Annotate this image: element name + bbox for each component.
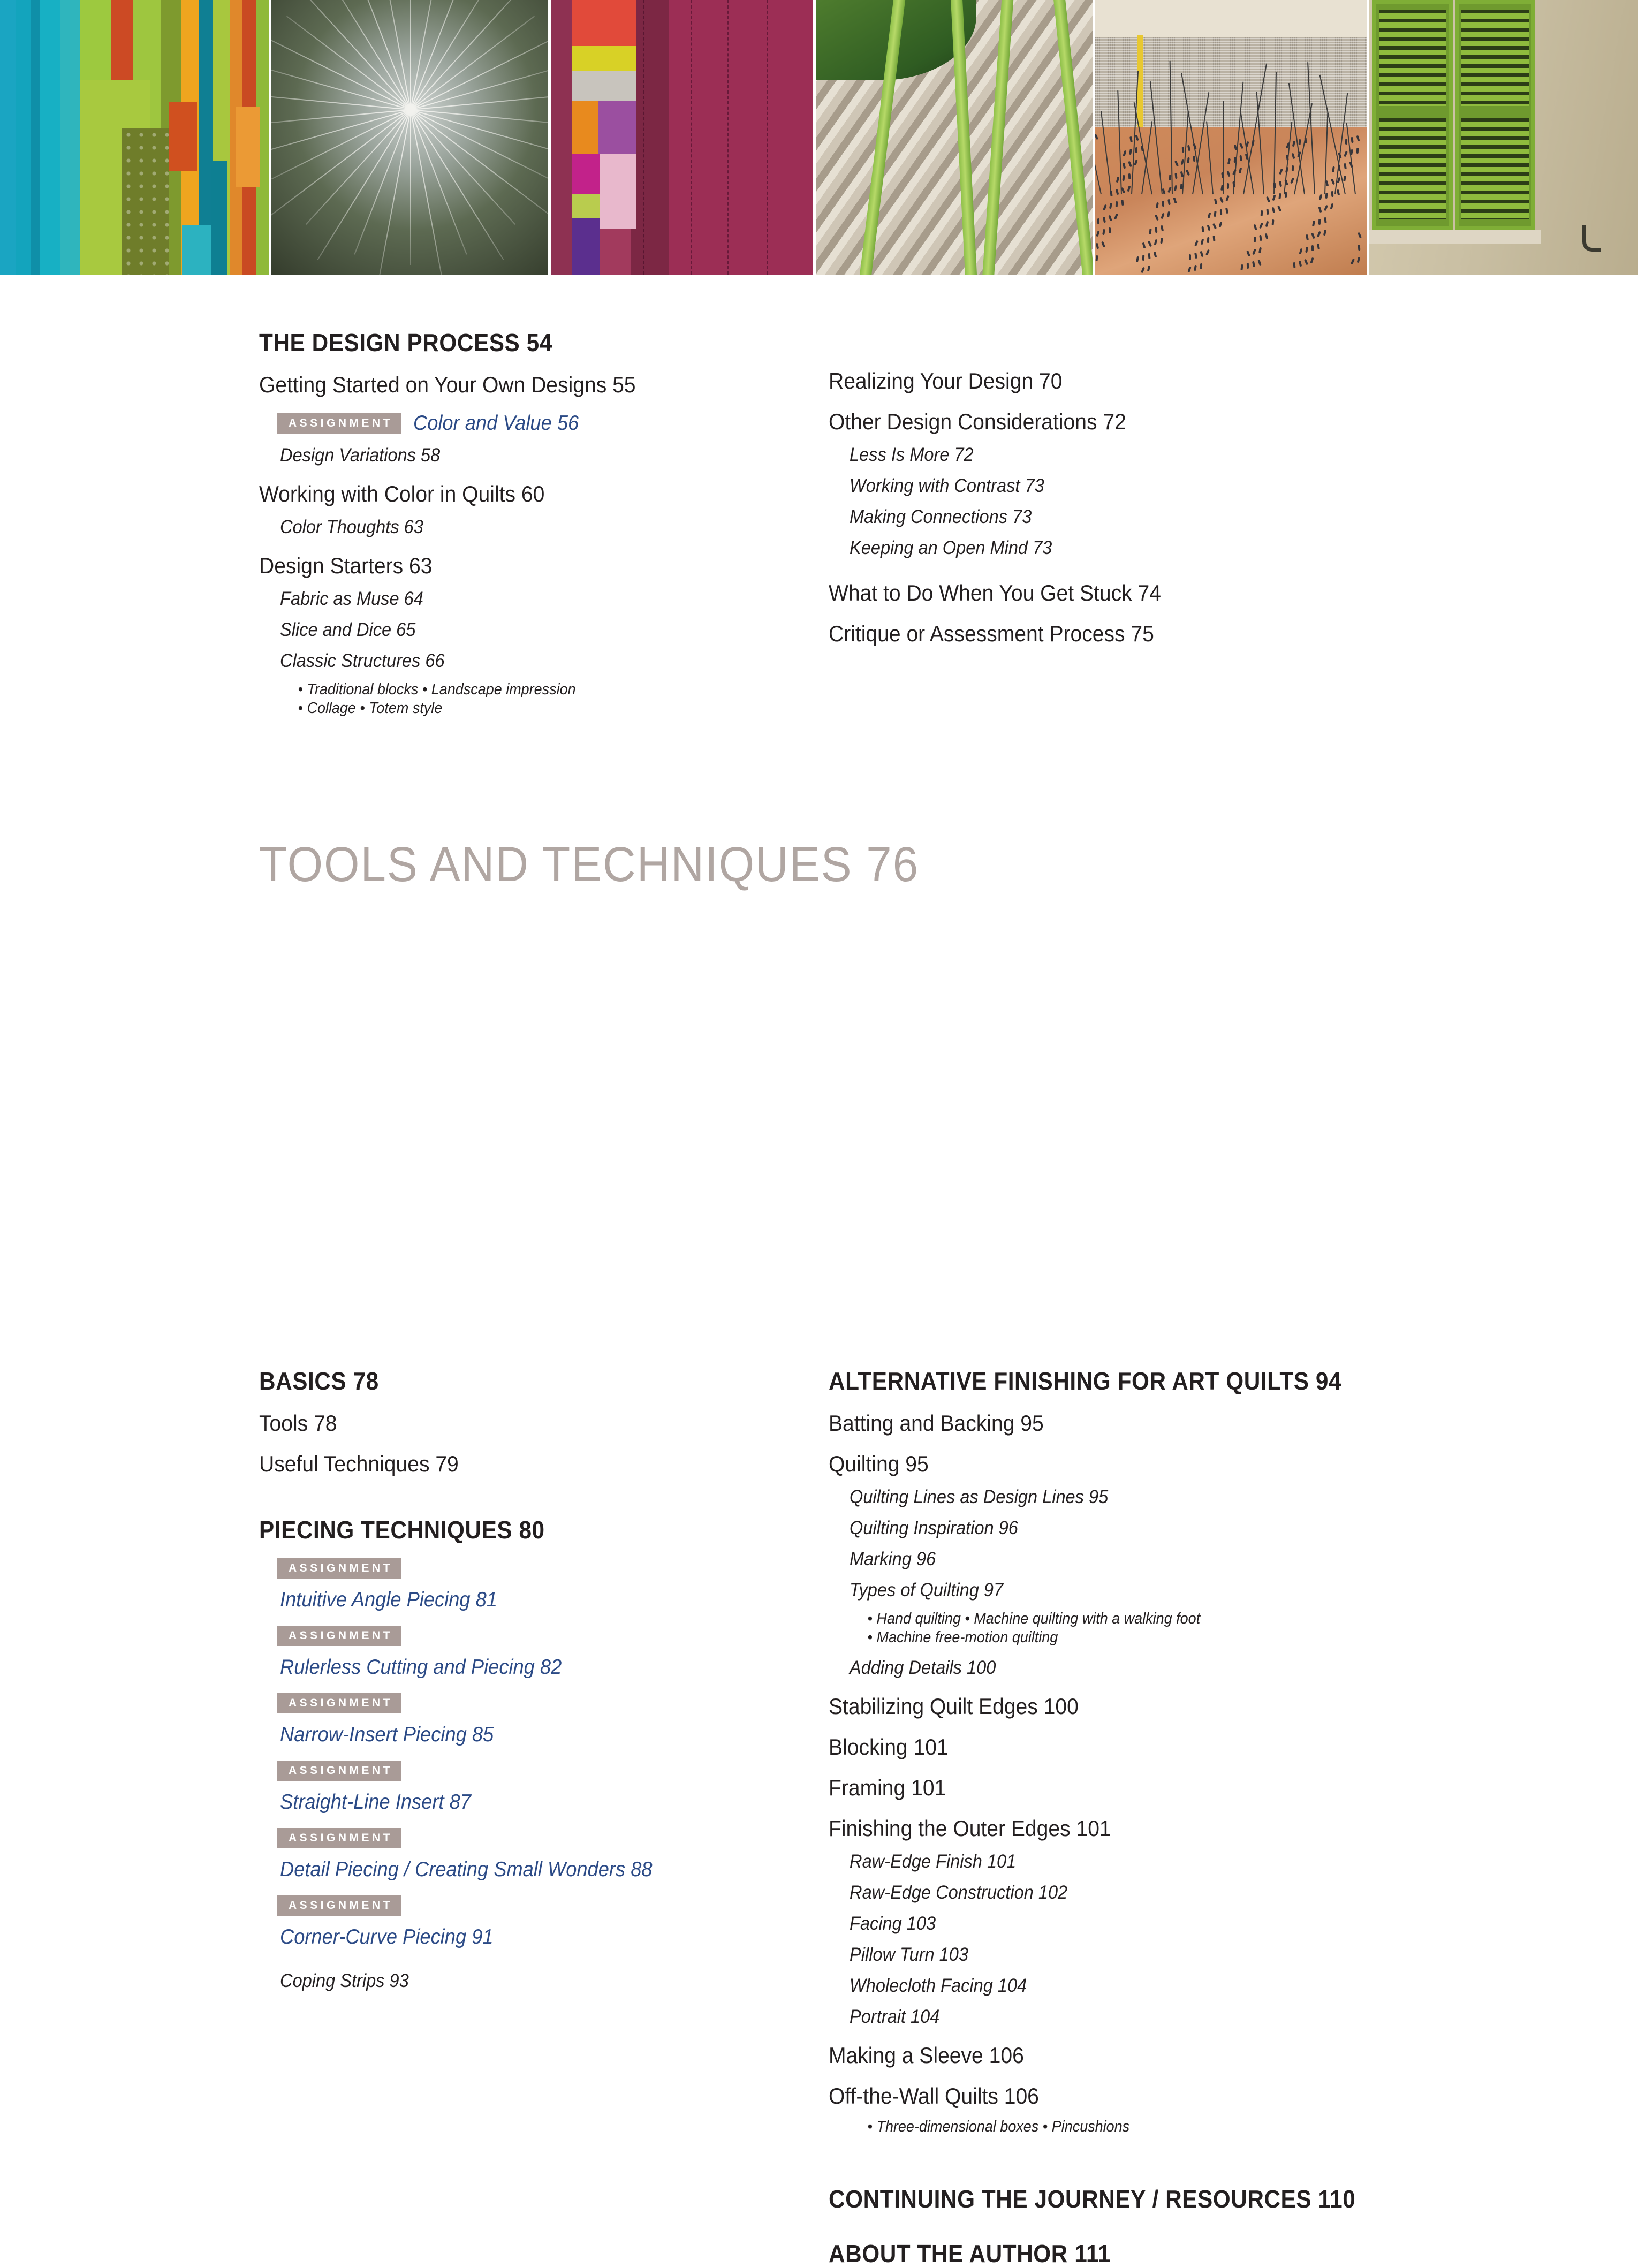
photo-striped-art-quilt — [0, 0, 269, 275]
photo-palm-fronds — [816, 0, 1093, 275]
assignment-row-corner-curve — [259, 1895, 826, 1916]
design-process-left-column — [259, 328, 826, 718]
toc-subentry-fabric-as-muse[interactable]: Fabric as Muse 64 — [280, 588, 423, 609]
window-sill — [1369, 230, 1541, 244]
toc-entry-useful-techniques[interactable]: Useful Techniques 79 — [259, 1451, 459, 1476]
toc-entry-coping-strips[interactable]: Coping Strips 93 — [280, 1970, 409, 1991]
assignment-row-narrow-insert — [259, 1693, 826, 1713]
toc-entry-what-to-do-when-stuck[interactable]: What to Do When You Get Stuck 74 — [829, 580, 1161, 605]
toc-entry-realizing-your-design[interactable]: Realizing Your Design 70 — [829, 368, 1063, 393]
assignment-badge: ASSIGNMENT — [277, 1895, 401, 1916]
toc-bullets-line-1: • Traditional blocks • Landscape impression — [298, 681, 576, 698]
spacer — [259, 1477, 826, 1515]
quilt-patch — [572, 46, 636, 71]
assignment-row-intuitive-angle — [259, 1558, 826, 1579]
toc-entry-other-design-considerations[interactable]: Other Design Considerations 72 — [829, 409, 1126, 434]
toc-subentry-types-of-quilting[interactable]: Types of Quilting 97 — [850, 1580, 1004, 1601]
toc-subentry-quilting-inspiration[interactable]: Quilting Inspiration 96 — [850, 1518, 1018, 1538]
toc-subentry-portrait[interactable]: Portrait 104 — [850, 2006, 940, 2027]
toc-subentry-pillow-turn[interactable]: Pillow Turn 103 — [850, 1944, 968, 1965]
design-process-right-column — [829, 368, 1573, 647]
toc-subentry-design-variations[interactable]: Design Variations 58 — [280, 445, 441, 466]
assignment-row-rulerless-cutting — [259, 1626, 826, 1646]
shutter-right — [1455, 0, 1535, 230]
toc-subentry-marking[interactable]: Marking 96 — [850, 1549, 936, 1569]
quilt-patch — [182, 225, 214, 275]
toc-entry-stabilizing-quilt-edges[interactable]: Stabilizing Quilt Edges 100 — [829, 1693, 1079, 1719]
toc-bullets-quilting-line-2: • Machine free-motion quilting — [867, 1629, 1058, 1647]
assignment-badge: ASSIGNMENT — [277, 1761, 401, 1781]
section-heading-design-process: THE DESIGN PROCESS 54 — [259, 329, 552, 356]
section-heading-tools-and-techniques: TOOLS AND TECHNIQUES 76 — [259, 837, 920, 892]
louver-set — [1379, 10, 1446, 106]
louver-set — [1461, 118, 1529, 219]
quilt-patch — [572, 0, 636, 46]
assignment-row-color-and-value — [259, 412, 826, 435]
toc-entry-blocking[interactable]: Blocking 101 — [829, 1734, 949, 1759]
photo-green-shutters — [1369, 0, 1638, 275]
seedhead-spokes — [271, 0, 548, 275]
stitch-line — [691, 0, 692, 275]
toc-entry-corner-curve-piecing[interactable]: Corner-Curve Piecing 91 — [280, 1925, 494, 1948]
stitch-line — [643, 0, 644, 275]
seed-stitches — [1095, 0, 1367, 275]
toc-subentry-raw-edge-construction[interactable]: Raw-Edge Construction 102 — [850, 1882, 1068, 1903]
toc-bullets-line-2: • Collage • Totem style — [298, 700, 443, 717]
shutter-left — [1372, 0, 1453, 230]
toc-subentry-keeping-an-open-mind[interactable]: Keeping an Open Mind 73 — [850, 537, 1052, 558]
toc-subentry-quilting-lines-as-design-lines[interactable]: Quilting Lines as Design Lines 95 — [850, 1486, 1109, 1507]
toc-bullets-off-the-wall: • Three-dimensional boxes • Pincushions — [867, 2118, 1130, 2135]
quilt-patch — [572, 71, 636, 101]
wall-hook — [1582, 225, 1601, 252]
spacer — [829, 2136, 1573, 2155]
toc-entry-quilting[interactable]: Quilting 95 — [829, 1451, 929, 1476]
toc-entry-intuitive-angle-piecing[interactable]: Intuitive Angle Piecing 81 — [280, 1588, 498, 1611]
toc-entry-getting-started[interactable]: Getting Started on Your Own Designs 55 — [259, 372, 636, 397]
toc-subentry-wholecloth-facing[interactable]: Wholecloth Facing 104 — [850, 1975, 1027, 1996]
toc-entry-design-starters[interactable]: Design Starters 63 — [259, 553, 433, 578]
toc-entry-color-and-value[interactable]: Color and Value 56 — [413, 412, 579, 435]
quilt-patch — [211, 161, 228, 275]
toc-entry-rulerless-cutting-and-piecing[interactable]: Rulerless Cutting and Piecing 82 — [280, 1656, 562, 1679]
stitch-line — [767, 0, 768, 275]
toc-entry-working-with-color[interactable]: Working with Color in Quilts 60 — [259, 481, 545, 506]
toc-entry-framing[interactable]: Framing 101 — [829, 1774, 946, 1800]
toc-subentry-slice-and-dice[interactable]: Slice and Dice 65 — [280, 619, 416, 640]
toc-bullets-quilting-line-1: • Hand quilting • Machine quilting with a walking foot — [867, 1610, 1201, 1627]
toc-entry-detail-piecing[interactable]: Detail Piecing / Creating Small Wonders 88 — [280, 1858, 653, 1881]
toc-entry-tools[interactable]: Tools 78 — [259, 1410, 337, 1436]
section-heading-basics: BASICS 78 — [259, 1367, 379, 1395]
photo-magenta-quilt — [551, 0, 813, 275]
section-design-process — [0, 275, 1638, 730]
quilt-patch — [169, 102, 197, 171]
toc-subentry-classic-structures[interactable]: Classic Structures 66 — [280, 650, 445, 671]
tools-right-column — [829, 1367, 1573, 2268]
assignment-badge: ASSIGNMENT — [277, 413, 401, 434]
toc-subentry-facing[interactable]: Facing 103 — [850, 1913, 936, 1934]
toc-entry-making-a-sleeve[interactable]: Making a Sleeve 106 — [829, 2042, 1024, 2068]
toc-entry-batting-and-backing[interactable]: Batting and Backing 95 — [829, 1410, 1044, 1436]
assignment-badge: ASSIGNMENT — [277, 1828, 401, 1848]
quilt-patch — [598, 101, 636, 154]
toc-subentry-less-is-more[interactable]: Less Is More 72 — [850, 444, 974, 465]
quilt-patch — [572, 218, 600, 275]
assignment-row-detail-piecing — [259, 1828, 826, 1848]
quilt-patch — [572, 194, 600, 218]
toc-subentry-color-thoughts[interactable]: Color Thoughts 63 — [280, 517, 423, 537]
spacer — [829, 2109, 1573, 2118]
toc-entry-straight-line-insert[interactable]: Straight-Line Insert 87 — [280, 1791, 471, 1814]
quilt-patch — [572, 101, 598, 154]
big-heading-wrapper — [259, 837, 969, 893]
photo-strip — [0, 0, 1638, 275]
assignment-badge: ASSIGNMENT — [277, 1693, 401, 1713]
section-heading-continuing-the-journey: CONTINUING THE JOURNEY / RESOURCES 110 — [829, 2185, 1356, 2213]
quilt-patch — [236, 107, 260, 187]
toc-entry-off-the-wall-quilts[interactable]: Off-the-Wall Quilts 106 — [829, 2083, 1039, 2108]
section-heading-alternative-finishing: ALTERNATIVE FINISHING FOR ART QUILTS 94 — [829, 1367, 1342, 1395]
photo-dried-seedhead — [271, 0, 548, 275]
toc-subentry-raw-edge-finish[interactable]: Raw-Edge Finish 101 — [850, 1850, 1017, 1872]
section-heading-about-the-author: ABOUT THE AUTHOR 111 — [829, 2240, 1111, 2268]
assignment-badge: ASSIGNMENT — [277, 1626, 401, 1646]
toc-entry-critique-or-assessment[interactable]: Critique or Assessment Process 75 — [829, 621, 1154, 646]
toc-entry-narrow-insert-piecing[interactable]: Narrow-Insert Piecing 85 — [280, 1723, 494, 1746]
toc-subentry-working-with-contrast[interactable]: Working with Contrast 73 — [850, 475, 1044, 496]
quilt-patch — [122, 128, 169, 275]
assignment-badge: ASSIGNMENT — [277, 1558, 401, 1579]
toc-page — [0, 275, 1638, 2268]
section-heading-piecing-techniques: PIECING TECHNIQUES 80 — [259, 1516, 545, 1544]
toc-subentry-making-connections[interactable]: Making Connections 73 — [850, 506, 1032, 527]
spacer — [259, 672, 826, 680]
stitch-line — [727, 0, 729, 275]
photo-embroidered-landscape-quilt — [1095, 0, 1367, 275]
spacer — [829, 1601, 1573, 1610]
toc-subentry-adding-details[interactable]: Adding Details 100 — [850, 1657, 996, 1678]
quilt-patch — [572, 154, 600, 194]
louver-set — [1379, 118, 1446, 219]
louver-set — [1461, 10, 1529, 106]
quilt-patch — [600, 154, 636, 229]
toc-entry-finishing-the-outer-edges[interactable]: Finishing the Outer Edges 101 — [829, 1815, 1111, 1841]
tools-left-column — [259, 1367, 826, 1992]
assignment-row-straight-line-insert — [259, 1761, 826, 1781]
